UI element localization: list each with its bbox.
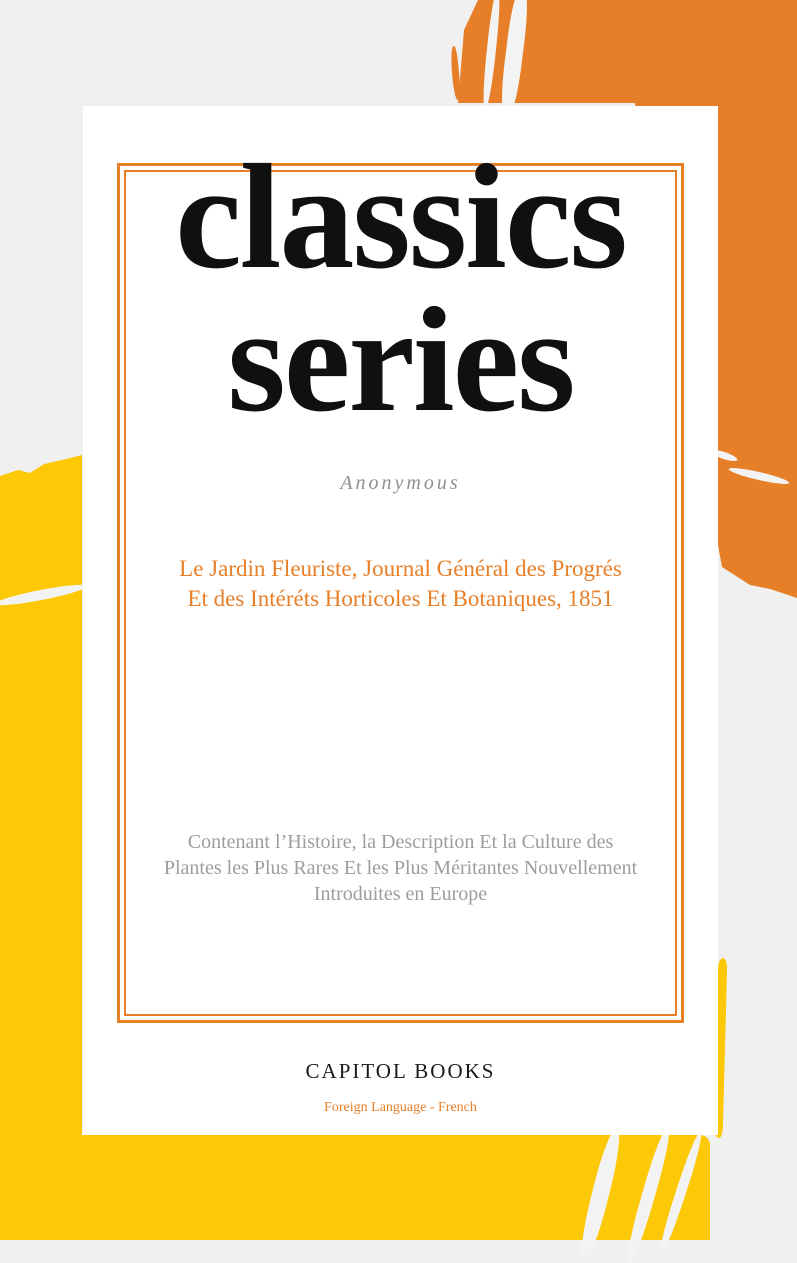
description-line2: Plantes les Plus Rares Et les Plus Méritantes Nouvellement: [163, 857, 638, 879]
series-title-line2: series: [227, 276, 574, 443]
description-line1: Contenant l’Histoire, la Description Et la Culture des: [187, 831, 614, 853]
book-description: [83, 829, 718, 907]
book-title-line2: Et des Intéréts Horticoles Et Botaniques, 1851: [187, 586, 614, 612]
series-title-line1: classics: [175, 134, 626, 300]
book-title-line1: Le Jardin Fleuriste, Journal Général des Progrés: [179, 556, 622, 581]
book-title: [83, 554, 718, 615]
series-title: [83, 134, 718, 443]
yellow-brush-stroke-left: [0, 452, 82, 1240]
author-name: Anonymous: [340, 472, 461, 494]
category-label: Foreign Language - French: [324, 1100, 477, 1115]
orange-brush-fleck: [450, 46, 462, 100]
description-line3: Introduites en Europe: [313, 883, 488, 905]
cover-card: [83, 106, 718, 1135]
publisher-name: CAPITOL BOOKS: [305, 1059, 496, 1083]
